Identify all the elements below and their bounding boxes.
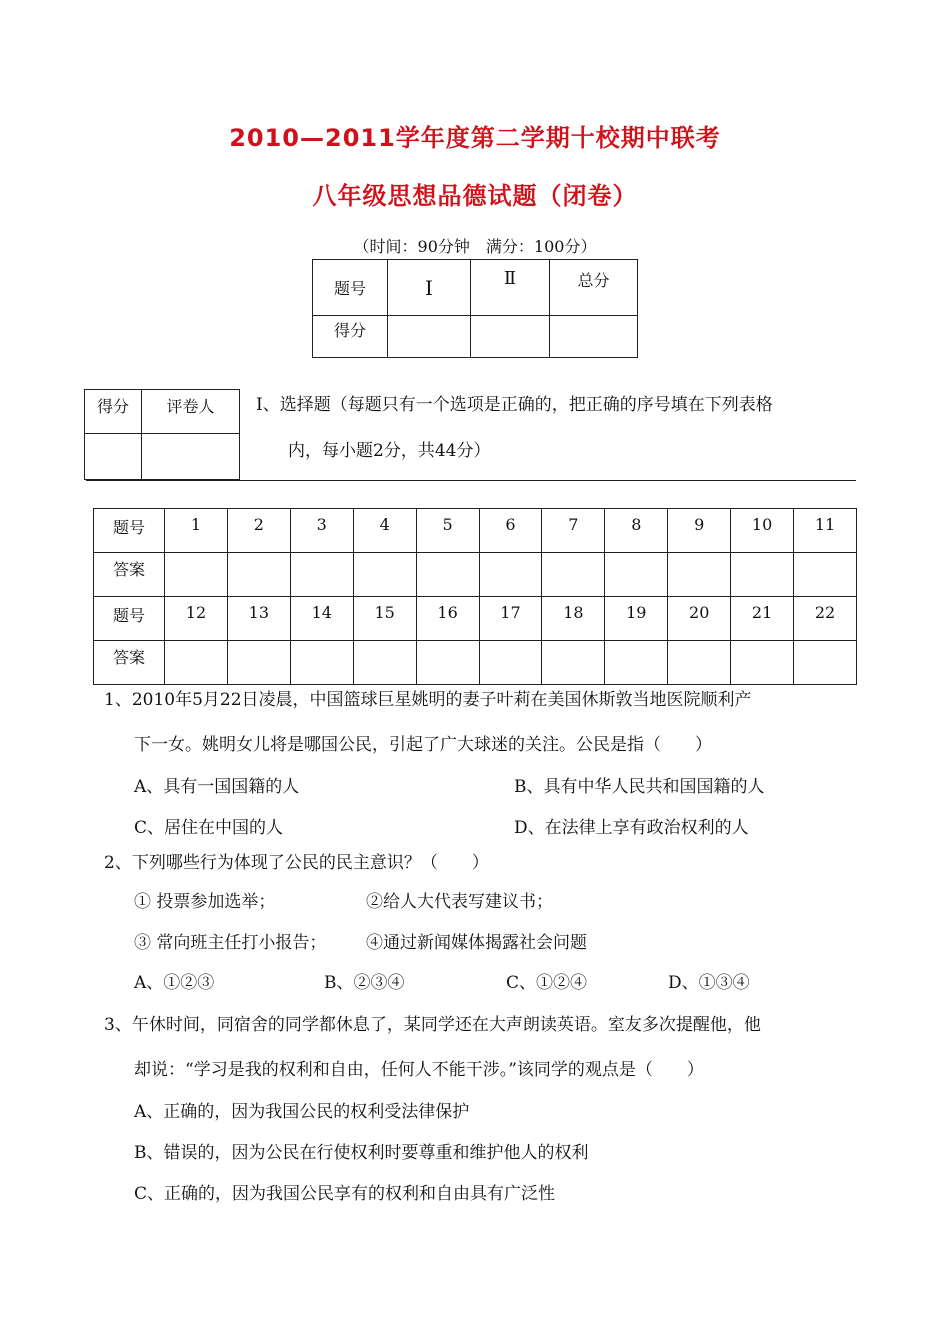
score-table-section-1: Ⅰ bbox=[388, 260, 471, 316]
answer-cell[interactable] bbox=[479, 553, 542, 597]
question-2-item-2: ②给人大代表写建议书； bbox=[366, 892, 553, 912]
question-1-stem-line1: 1、2010年5月22日凌晨，中国篮球巨星姚明的妻子叶莉在美国休斯敦当地医院顺利产 bbox=[104, 690, 752, 710]
question-2-option-d: D、①③④ bbox=[668, 973, 750, 993]
exam-title-line1: 2010—2011学年度第二学期十校期中联考 bbox=[229, 124, 721, 152]
score-summary-table bbox=[312, 259, 638, 358]
score-table-label-number: 题号 bbox=[313, 260, 388, 316]
answer-table-number-row bbox=[94, 597, 857, 641]
question-2-stem: 2、下列哪些行为体现了公民的民主意识？（ ） bbox=[104, 853, 489, 873]
question-number-cell: 1 bbox=[165, 509, 228, 553]
section1-heading-line2: 内，每小题2分，共44分） bbox=[288, 441, 491, 461]
question-3-option-c: C、正确的，因为我国公民享有的权利和自由具有广泛性 bbox=[134, 1184, 556, 1204]
answer-table-number-row bbox=[94, 509, 857, 553]
grader-box-grader-cell[interactable] bbox=[142, 434, 240, 480]
time-info: （时间：90分钟 满分：100分） bbox=[353, 237, 597, 256]
question-number-cell: 11 bbox=[794, 509, 857, 553]
answer-table-answer-label: 答案 bbox=[94, 553, 165, 597]
question-2-item-3: ③ 常向班主任打小报告； bbox=[134, 933, 327, 953]
question-number-cell: 7 bbox=[542, 509, 605, 553]
answer-table-answer-label: 答案 bbox=[94, 641, 165, 685]
score-cell-section-1[interactable] bbox=[388, 316, 471, 358]
score-cell-section-2[interactable] bbox=[471, 316, 550, 358]
question-number-cell: 10 bbox=[731, 509, 794, 553]
answer-cell[interactable] bbox=[416, 553, 479, 597]
answer-cell[interactable] bbox=[227, 641, 290, 685]
question-number-cell: 18 bbox=[542, 597, 605, 641]
answer-table-answer-row bbox=[94, 641, 857, 685]
question-number-cell: 13 bbox=[227, 597, 290, 641]
question-2-option-b: B、②③④ bbox=[324, 973, 405, 993]
question-3-option-b: B、错误的，因为公民在行使权利时要尊重和维护他人的权利 bbox=[134, 1143, 589, 1163]
answer-cell[interactable] bbox=[605, 641, 668, 685]
question-3-stem-line2: 却说：“学习是我的权利和自由，任何人不能干涉。”该同学的观点是（ ） bbox=[134, 1060, 704, 1080]
question-1-option-a: A、具有一国国籍的人 bbox=[134, 777, 300, 797]
question-2-option-c: C、①②④ bbox=[506, 973, 588, 993]
answer-cell[interactable] bbox=[668, 553, 731, 597]
answer-cell[interactable] bbox=[416, 641, 479, 685]
answer-cell[interactable] bbox=[165, 641, 228, 685]
question-number-cell: 2 bbox=[227, 509, 290, 553]
question-number-cell: 6 bbox=[479, 509, 542, 553]
answer-table bbox=[93, 508, 857, 685]
question-number-cell: 4 bbox=[353, 509, 416, 553]
question-2-option-a: A、①②③ bbox=[134, 973, 215, 993]
question-number-cell: 5 bbox=[416, 509, 479, 553]
question-number-cell: 12 bbox=[165, 597, 228, 641]
question-1-option-b: B、具有中华人民共和国国籍的人 bbox=[514, 777, 765, 797]
answer-cell[interactable] bbox=[605, 553, 668, 597]
question-3-stem-line1: 3、午休时间，同宿舍的同学都休息了，某同学还在大声朗读英语。室友多次提醒他，他 bbox=[104, 1015, 761, 1035]
section1-heading-line1: Ⅰ、选择题（每题只有一个选项是正确的，把正确的序号填在下列表格 bbox=[256, 395, 773, 415]
question-number-cell: 20 bbox=[668, 597, 731, 641]
answer-table-number-label: 题号 bbox=[94, 597, 165, 641]
question-1-option-d: D、在法律上享有政治权利的人 bbox=[514, 818, 749, 838]
answer-cell[interactable] bbox=[794, 641, 857, 685]
grader-box-score-cell[interactable] bbox=[85, 434, 142, 480]
answer-cell[interactable] bbox=[353, 553, 416, 597]
question-3-option-a: A、正确的，因为我国公民的权利受法律保护 bbox=[134, 1102, 470, 1122]
grader-box-score-label: 得分 bbox=[85, 390, 142, 434]
answer-cell[interactable] bbox=[165, 553, 228, 597]
score-table-section-2: Ⅱ bbox=[471, 260, 550, 316]
question-1-option-c: C、居住在中国的人 bbox=[134, 818, 284, 838]
score-table-total: 总分 bbox=[550, 260, 638, 316]
question-number-cell: 19 bbox=[605, 597, 668, 641]
question-2-item-4: ④通过新闻媒体揭露社会问题 bbox=[366, 933, 587, 953]
grader-box-grader-label: 评卷人 bbox=[142, 390, 240, 434]
grader-box bbox=[84, 389, 240, 480]
question-number-cell: 15 bbox=[353, 597, 416, 641]
score-table-label-score: 得分 bbox=[313, 316, 388, 358]
exam-title-line2: 八年级思想品德试题（闭卷） bbox=[312, 182, 638, 210]
question-1-stem-line2: 下一女。姚明女儿将是哪国公民，引起了广大球迷的关注。公民是指（ ） bbox=[134, 735, 712, 755]
question-number-cell: 14 bbox=[290, 597, 353, 641]
question-number-cell: 16 bbox=[416, 597, 479, 641]
answer-cell[interactable] bbox=[542, 553, 605, 597]
question-number-cell: 21 bbox=[731, 597, 794, 641]
answer-cell[interactable] bbox=[290, 641, 353, 685]
answer-cell[interactable] bbox=[353, 641, 416, 685]
answer-cell[interactable] bbox=[290, 553, 353, 597]
question-number-cell: 8 bbox=[605, 509, 668, 553]
question-number-cell: 17 bbox=[479, 597, 542, 641]
answer-table-answer-row bbox=[94, 553, 857, 597]
question-number-cell: 3 bbox=[290, 509, 353, 553]
section-divider bbox=[86, 480, 856, 481]
answer-cell[interactable] bbox=[542, 641, 605, 685]
question-number-cell: 9 bbox=[668, 509, 731, 553]
answer-cell[interactable] bbox=[479, 641, 542, 685]
answer-cell[interactable] bbox=[731, 641, 794, 685]
answer-cell[interactable] bbox=[794, 553, 857, 597]
question-number-cell: 22 bbox=[794, 597, 857, 641]
score-cell-total[interactable] bbox=[550, 316, 638, 358]
question-2-item-1: ① 投票参加选举； bbox=[134, 892, 276, 912]
answer-cell[interactable] bbox=[731, 553, 794, 597]
answer-cell[interactable] bbox=[668, 641, 731, 685]
answer-table-number-label: 题号 bbox=[94, 509, 165, 553]
answer-cell[interactable] bbox=[227, 553, 290, 597]
